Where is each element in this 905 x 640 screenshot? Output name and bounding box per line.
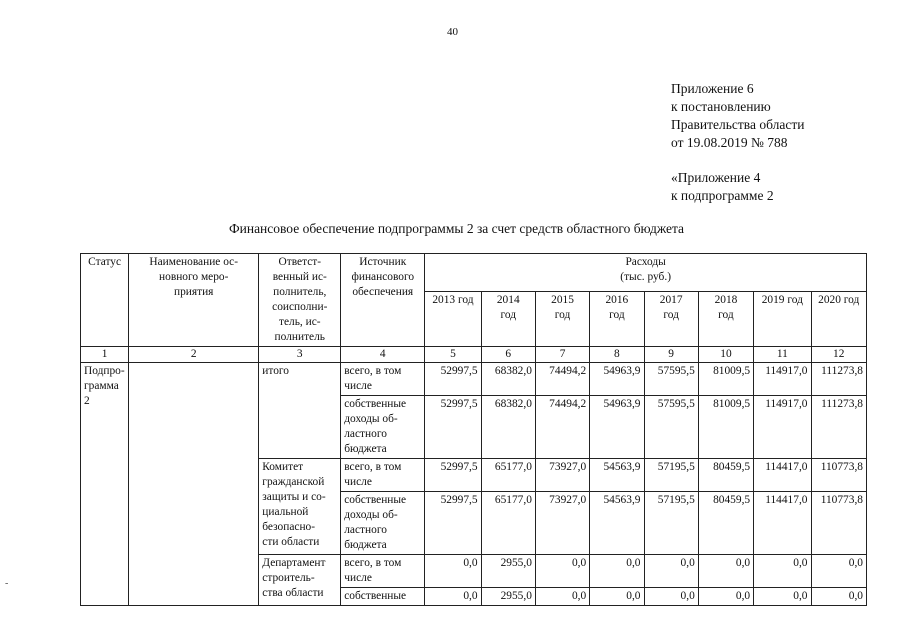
- value-cell: 57595,5: [644, 363, 698, 396]
- header-year: 2018 год: [698, 292, 753, 347]
- header-executor: Ответст- венный ис- полнитель, соисполни- тель, ис- полнитель: [259, 254, 341, 347]
- column-number: 8: [590, 347, 644, 363]
- column-number: 4: [341, 347, 425, 363]
- header-year: 2015 год: [535, 292, 589, 347]
- value-cell: 0,0: [698, 588, 753, 606]
- value-cell: 57195,5: [644, 459, 698, 492]
- column-number: 12: [811, 347, 867, 363]
- column-number: 11: [754, 347, 811, 363]
- value-cell: 0,0: [644, 588, 698, 606]
- value-cell: 2955,0: [481, 588, 535, 606]
- appendix-line: Приложение 6: [671, 81, 754, 96]
- value-cell: 54963,9: [590, 396, 644, 459]
- value-cell: 81009,5: [698, 363, 753, 396]
- header-year: 2020 год: [811, 292, 867, 347]
- value-cell: 73927,0: [535, 492, 589, 555]
- column-number: 7: [535, 347, 589, 363]
- header-name: Наименование ос- новного меро- приятия: [129, 254, 259, 347]
- header-year: 2019 год: [754, 292, 811, 347]
- value-cell: 80459,5: [698, 459, 753, 492]
- column-number: 3: [259, 347, 341, 363]
- column-number: 5: [425, 347, 481, 363]
- value-cell: 111273,8: [811, 363, 867, 396]
- source-cell: собственные доходы об- ластного бюджета: [341, 492, 425, 555]
- value-cell: 74494,2: [535, 363, 589, 396]
- value-cell: 0,0: [754, 555, 811, 588]
- value-cell: 110773,8: [811, 459, 867, 492]
- appendix-block: [671, 80, 804, 205]
- source-cell: всего, в том числе: [341, 555, 425, 588]
- table-row: [81, 363, 867, 396]
- value-cell: 2955,0: [481, 555, 535, 588]
- source-cell: собственные доходы об- ластного бюджета: [341, 396, 425, 459]
- value-cell: 0,0: [811, 555, 867, 588]
- column-number: 9: [644, 347, 698, 363]
- value-cell: 0,0: [535, 588, 589, 606]
- value-cell: 80459,5: [698, 492, 753, 555]
- value-cell: 52997,5: [425, 363, 481, 396]
- value-cell: 54563,9: [590, 459, 644, 492]
- appendix-line: к постановлению: [671, 99, 771, 114]
- header-row: [81, 254, 867, 292]
- value-cell: 114917,0: [754, 396, 811, 459]
- source-cell: всего, в том числе: [341, 459, 425, 492]
- value-cell: 54963,9: [590, 363, 644, 396]
- value-cell: 52997,5: [425, 459, 481, 492]
- appendix-line: «Приложение 4: [671, 170, 761, 185]
- value-cell: 68382,0: [481, 396, 535, 459]
- value-cell: 114917,0: [754, 363, 811, 396]
- value-cell: 0,0: [535, 555, 589, 588]
- source-cell: собственные: [341, 588, 425, 606]
- value-cell: 114417,0: [754, 459, 811, 492]
- header-year: 2013 год: [425, 292, 481, 347]
- value-cell: 0,0: [811, 588, 867, 606]
- page-number: 40: [447, 26, 458, 38]
- value-cell: 0,0: [754, 588, 811, 606]
- value-cell: 0,0: [425, 555, 481, 588]
- value-cell: 54563,9: [590, 492, 644, 555]
- header-expenses: Расходы (тыс. руб.): [425, 254, 867, 292]
- column-number: 10: [698, 347, 753, 363]
- value-cell: 0,0: [644, 555, 698, 588]
- finance-table: [80, 253, 867, 606]
- value-cell: 52997,5: [425, 492, 481, 555]
- value-cell: 0,0: [698, 555, 753, 588]
- header-source: Источник финансового обеспечения: [341, 254, 425, 347]
- header-year: 2017 год: [644, 292, 698, 347]
- executor-cell: итого: [259, 363, 341, 459]
- value-cell: 0,0: [590, 555, 644, 588]
- column-numbers-row: [81, 347, 867, 363]
- document-title: Финансовое обеспечение подпрограммы 2 за счет средств областного бюджета: [228, 221, 685, 236]
- value-cell: 68382,0: [481, 363, 535, 396]
- activity-name-cell: [129, 363, 259, 606]
- column-number: 1: [81, 347, 129, 363]
- appendix-line: к подпрограмме 2: [671, 188, 774, 203]
- value-cell: 81009,5: [698, 396, 753, 459]
- appendix-line: от 19.08.2019 № 788: [671, 135, 788, 150]
- source-cell: всего, в том числе: [341, 363, 425, 396]
- executor-cell: Комитет гражданской защиты и со- циальной безопасно- сти области: [259, 459, 341, 555]
- value-cell: 52997,5: [425, 396, 481, 459]
- column-number: 2: [129, 347, 259, 363]
- header-status: Статус: [81, 254, 129, 347]
- value-cell: 0,0: [425, 588, 481, 606]
- header-year: 2016 год: [590, 292, 644, 347]
- value-cell: 114417,0: [754, 492, 811, 555]
- value-cell: 73927,0: [535, 459, 589, 492]
- margin-mark: -: [5, 578, 9, 589]
- header-year: 2014 год: [481, 292, 535, 347]
- status-cell: Подпро- грамма 2: [81, 363, 129, 606]
- appendix-line: Правительства области: [671, 117, 805, 132]
- executor-cell: Департамент строитель- ства области: [259, 555, 341, 606]
- value-cell: 65177,0: [481, 492, 535, 555]
- column-number: 6: [481, 347, 535, 363]
- value-cell: 110773,8: [811, 492, 867, 555]
- value-cell: 65177,0: [481, 459, 535, 492]
- value-cell: 57195,5: [644, 492, 698, 555]
- value-cell: 0,0: [590, 588, 644, 606]
- value-cell: 74494,2: [535, 396, 589, 459]
- value-cell: 57595,5: [644, 396, 698, 459]
- value-cell: 111273,8: [811, 396, 867, 459]
